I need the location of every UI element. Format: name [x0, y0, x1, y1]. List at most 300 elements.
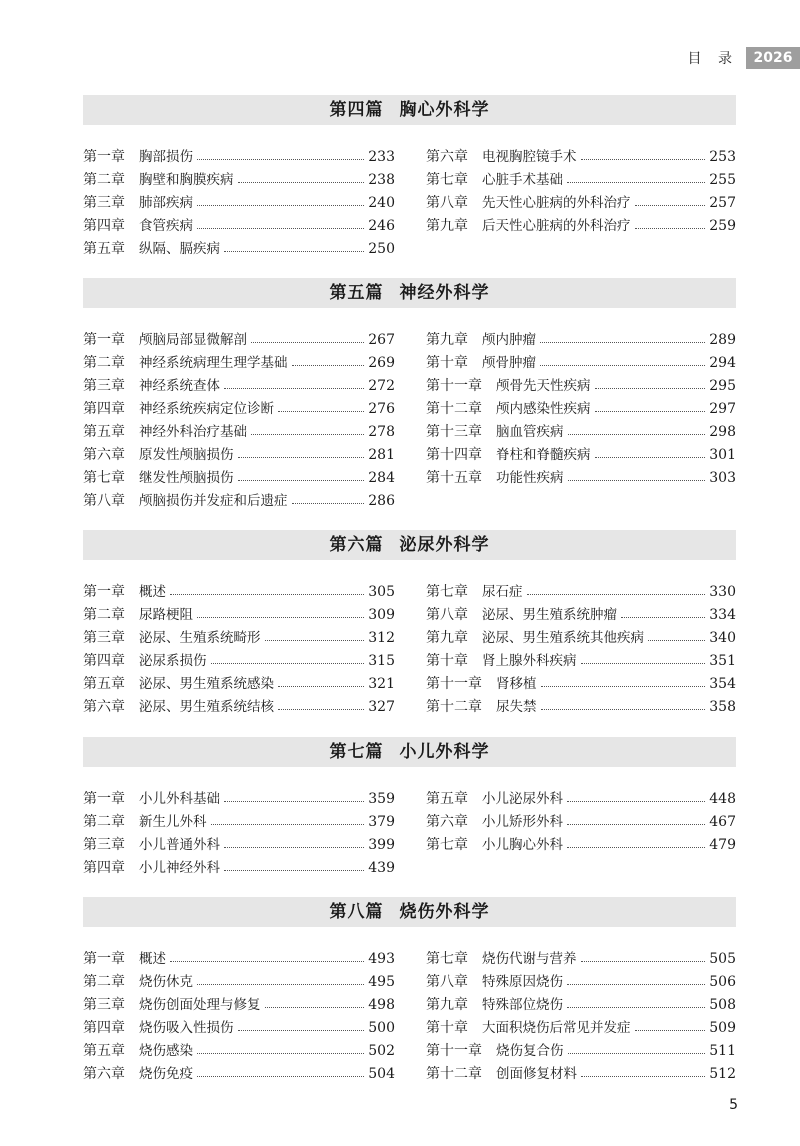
chapter-title: 神经系统疾病定位诊断	[139, 401, 274, 417]
dot-leader	[197, 1053, 364, 1054]
toc-entry[interactable]	[83, 1016, 395, 1039]
chapter-title: 小儿外科基础	[139, 791, 220, 807]
chapter-number: 第十一章	[426, 378, 482, 394]
dot-leader	[170, 594, 364, 595]
toc-entry[interactable]	[83, 856, 395, 879]
dot-leader	[568, 1053, 706, 1054]
chapter-number: 第六章	[426, 149, 468, 165]
toc-entry[interactable]	[83, 580, 395, 603]
toc-entry[interactable]	[83, 993, 395, 1016]
chapter-title: 纵隔、膈疾病	[139, 241, 220, 257]
toc-entry[interactable]	[83, 214, 395, 237]
dot-leader	[595, 388, 706, 389]
dot-leader	[238, 182, 365, 183]
toc-entry[interactable]	[426, 145, 736, 168]
chapter-page-number: 511	[709, 1043, 736, 1059]
chapter-page-number: 479	[709, 837, 736, 853]
dot-leader	[635, 228, 706, 229]
toc-entry[interactable]	[426, 626, 736, 649]
dot-leader	[621, 617, 705, 618]
toc-entry[interactable]	[426, 397, 736, 420]
chapter-title: 尿石症	[482, 584, 523, 600]
chapter-page-number: 439	[368, 860, 395, 876]
chapter-page-number: 272	[368, 378, 395, 394]
toc-entry[interactable]	[83, 351, 395, 374]
toc-entry[interactable]	[83, 489, 395, 512]
chapter-page-number: 379	[368, 814, 395, 830]
toc-entry[interactable]	[426, 787, 736, 810]
chapter-number: 第十章	[426, 355, 468, 371]
part-label: 第七篇	[329, 742, 384, 762]
running-head-title: 目 录	[687, 51, 738, 67]
toc-column-left	[83, 580, 395, 718]
dot-leader	[595, 411, 706, 412]
toc-column-right	[426, 328, 736, 512]
toc-entry[interactable]	[426, 328, 736, 351]
toc-part	[83, 278, 736, 512]
page-number: 5	[729, 1097, 738, 1113]
chapter-title: 小儿胸心外科	[482, 837, 563, 853]
chapter-page-number: 238	[368, 172, 395, 188]
dot-leader	[635, 205, 706, 206]
chapter-title: 颅内肿瘤	[482, 332, 536, 348]
dot-leader	[581, 1076, 705, 1077]
dot-leader	[224, 251, 364, 252]
dot-leader	[238, 1030, 365, 1031]
part-header	[83, 897, 736, 927]
chapter-number: 第八章	[426, 974, 468, 990]
chapter-page-number: 276	[368, 401, 395, 417]
dot-leader	[197, 984, 364, 985]
chapter-title: 脑血管疾病	[496, 424, 564, 440]
toc-entry[interactable]	[426, 970, 736, 993]
chapter-page-number: 504	[368, 1066, 395, 1082]
chapter-page-number: 512	[709, 1066, 736, 1082]
chapter-number: 第八章	[426, 195, 468, 211]
chapter-number: 第一章	[83, 332, 125, 348]
chapter-title: 泌尿系损伤	[139, 653, 207, 669]
chapter-title: 心脏手术基础	[482, 172, 563, 188]
chapter-title: 概述	[139, 951, 166, 967]
chapter-title: 神经系统查体	[139, 378, 220, 394]
chapter-number: 第十二章	[426, 401, 482, 417]
chapter-title: 神经外科治疗基础	[139, 424, 247, 440]
chapter-number: 第九章	[426, 218, 468, 234]
chapter-title: 泌尿、生殖系统畸形	[139, 630, 261, 646]
chapter-page-number: 284	[368, 470, 395, 486]
chapter-page-number: 297	[709, 401, 736, 417]
chapter-title: 概述	[139, 584, 166, 600]
chapter-title: 功能性疾病	[496, 470, 564, 486]
dot-leader	[251, 434, 364, 435]
dot-leader	[197, 617, 364, 618]
toc-entry[interactable]	[426, 947, 736, 970]
dot-leader	[170, 961, 364, 962]
toc-entry[interactable]	[83, 420, 395, 443]
chapter-number: 第八章	[83, 493, 125, 509]
chapter-number: 第二章	[83, 974, 125, 990]
chapter-title: 食管疾病	[139, 218, 193, 234]
dot-leader	[567, 847, 705, 848]
chapter-number: 第十一章	[426, 1043, 482, 1059]
chapter-page-number: 233	[368, 149, 395, 165]
chapter-number: 第一章	[83, 791, 125, 807]
toc-entry[interactable]	[83, 695, 395, 718]
chapter-page-number: 354	[709, 676, 736, 692]
chapter-title: 继发性颅脑损伤	[139, 470, 234, 486]
dot-leader	[527, 594, 706, 595]
chapter-title: 泌尿、男生殖系统肿瘤	[482, 607, 617, 623]
dot-leader	[540, 365, 705, 366]
toc-entry[interactable]	[426, 810, 736, 833]
chapter-number: 第三章	[83, 837, 125, 853]
toc-entry[interactable]	[83, 810, 395, 833]
chapter-title: 肾移植	[496, 676, 537, 692]
toc-entry[interactable]	[83, 443, 395, 466]
toc-entry[interactable]	[426, 374, 736, 397]
chapter-number: 第一章	[83, 149, 125, 165]
dot-leader	[224, 801, 364, 802]
dot-leader	[292, 503, 365, 504]
toc-entry[interactable]	[426, 695, 736, 718]
part-header	[83, 530, 736, 560]
chapter-number: 第三章	[83, 630, 125, 646]
chapter-title: 创面修复材料	[496, 1066, 577, 1082]
toc-entry[interactable]	[426, 672, 736, 695]
chapter-title: 颅内感染性疾病	[496, 401, 591, 417]
chapter-page-number: 309	[368, 607, 395, 623]
chapter-page-number: 286	[368, 493, 395, 509]
chapter-title: 小儿普通外科	[139, 837, 220, 853]
chapter-number: 第十五章	[426, 470, 482, 486]
chapter-page-number: 467	[709, 814, 736, 830]
chapter-number: 第九章	[426, 630, 468, 646]
chapter-title: 泌尿、男生殖系统其他疾病	[482, 630, 644, 646]
dot-leader	[567, 1007, 705, 1008]
chapter-page-number: 509	[709, 1020, 736, 1036]
edition-year-badge: 2026	[746, 47, 800, 69]
chapter-title: 小儿矫形外科	[482, 814, 563, 830]
toc-part	[83, 95, 736, 260]
chapter-number: 第七章	[426, 584, 468, 600]
part-label: 第六篇	[329, 535, 384, 555]
chapter-page-number: 500	[368, 1020, 395, 1036]
chapter-number: 第七章	[426, 951, 468, 967]
chapter-title: 神经系统病理生理学基础	[139, 355, 288, 371]
toc-entry[interactable]	[83, 328, 395, 351]
dot-leader	[278, 411, 364, 412]
dot-leader	[568, 480, 706, 481]
chapter-title: 特殊原因烧伤	[482, 974, 563, 990]
toc-entry[interactable]	[426, 351, 736, 374]
part-label: 第五篇	[329, 283, 384, 303]
chapter-title: 小儿泌尿外科	[482, 791, 563, 807]
part-title: 小儿外科学	[399, 742, 490, 762]
chapter-number: 第五章	[426, 791, 468, 807]
chapter-page-number: 312	[368, 630, 395, 646]
chapter-number: 第五章	[83, 1043, 125, 1059]
toc-entry[interactable]	[83, 833, 395, 856]
toc-entry[interactable]	[83, 374, 395, 397]
chapter-title: 肺部疾病	[139, 195, 193, 211]
chapter-title: 烧伤代谢与营养	[482, 951, 577, 967]
dot-leader	[648, 640, 705, 641]
chapter-page-number: 359	[368, 791, 395, 807]
dot-leader	[224, 388, 364, 389]
part-label: 第四篇	[329, 100, 384, 120]
toc-entry[interactable]	[426, 833, 736, 856]
chapter-number: 第二章	[83, 172, 125, 188]
dot-leader	[238, 457, 365, 458]
dot-leader	[278, 686, 364, 687]
chapter-title: 原发性颅脑损伤	[139, 447, 234, 463]
toc-column-right	[426, 787, 736, 879]
dot-leader	[211, 663, 365, 664]
dot-leader	[540, 342, 705, 343]
chapter-page-number: 498	[368, 997, 395, 1013]
dot-leader	[224, 870, 364, 871]
part-title: 泌尿外科学	[399, 535, 490, 555]
chapter-page-number: 340	[709, 630, 736, 646]
chapter-title: 烧伤复合伤	[496, 1043, 564, 1059]
dot-leader	[197, 205, 364, 206]
toc-entry[interactable]	[83, 672, 395, 695]
part-header	[83, 95, 736, 125]
toc-entry[interactable]	[426, 580, 736, 603]
chapter-number: 第八章	[426, 607, 468, 623]
toc-entry[interactable]	[83, 466, 395, 489]
dot-leader	[197, 1076, 364, 1077]
dot-leader	[197, 159, 364, 160]
chapter-page-number: 294	[709, 355, 736, 371]
toc-entry[interactable]	[426, 1062, 736, 1085]
dot-leader	[211, 824, 365, 825]
toc-column-left	[83, 787, 395, 879]
chapter-number: 第七章	[426, 837, 468, 853]
chapter-page-number: 255	[709, 172, 736, 188]
chapter-title: 颅骨先天性疾病	[496, 378, 591, 394]
toc-entry[interactable]	[426, 649, 736, 672]
chapter-page-number: 278	[368, 424, 395, 440]
chapter-page-number: 281	[368, 447, 395, 463]
chapter-page-number: 330	[709, 584, 736, 600]
part-title: 神经外科学	[399, 283, 490, 303]
chapter-number: 第九章	[426, 997, 468, 1013]
chapter-title: 颅骨肿瘤	[482, 355, 536, 371]
dot-leader	[567, 182, 705, 183]
chapter-number: 第十二章	[426, 1066, 482, 1082]
chapter-title: 先天性心脏病的外科治疗	[482, 195, 631, 211]
chapter-page-number: 250	[368, 241, 395, 257]
chapter-title: 烧伤吸入性损伤	[139, 1020, 234, 1036]
chapter-title: 脊柱和脊髓疾病	[496, 447, 591, 463]
chapter-number: 第五章	[83, 424, 125, 440]
toc-entry[interactable]	[83, 970, 395, 993]
toc-entry[interactable]	[83, 947, 395, 970]
dot-leader	[567, 984, 705, 985]
chapter-page-number: 358	[709, 699, 736, 715]
dot-leader	[541, 686, 706, 687]
chapter-number: 第六章	[83, 699, 125, 715]
toc-entry[interactable]	[83, 168, 395, 191]
toc-entry[interactable]	[426, 993, 736, 1016]
part-label: 第八篇	[329, 902, 384, 922]
chapter-page-number: 502	[368, 1043, 395, 1059]
chapter-page-number: 448	[709, 791, 736, 807]
chapter-number: 第六章	[83, 447, 125, 463]
chapter-title: 肾上腺外科疾病	[482, 653, 577, 669]
toc-entry[interactable]	[83, 1039, 395, 1062]
chapter-number: 第二章	[83, 355, 125, 371]
chapter-number: 第四章	[83, 860, 125, 876]
part-header	[83, 737, 736, 767]
dot-leader	[292, 365, 365, 366]
toc-column-right	[426, 947, 736, 1085]
chapter-number: 第四章	[83, 401, 125, 417]
chapter-page-number: 351	[709, 653, 736, 669]
dot-leader	[278, 709, 364, 710]
chapter-title: 胸部损伤	[139, 149, 193, 165]
chapter-number: 第九章	[426, 332, 468, 348]
toc-part	[83, 897, 736, 1085]
dot-leader	[567, 801, 705, 802]
chapter-page-number: 289	[709, 332, 736, 348]
toc-part	[83, 737, 736, 879]
toc-entry[interactable]	[426, 1039, 736, 1062]
chapter-title: 烧伤休克	[139, 974, 193, 990]
chapter-title: 烧伤创面处理与修复	[139, 997, 261, 1013]
dot-leader	[567, 824, 705, 825]
chapter-number: 第六章	[83, 1066, 125, 1082]
toc-entry[interactable]	[426, 420, 736, 443]
chapter-number: 第三章	[83, 195, 125, 211]
toc-entry[interactable]	[83, 649, 395, 672]
chapter-title: 小儿神经外科	[139, 860, 220, 876]
chapter-page-number: 269	[368, 355, 395, 371]
chapter-page-number: 257	[709, 195, 736, 211]
toc-column-right	[426, 580, 736, 718]
dot-leader	[581, 663, 706, 664]
chapter-page-number: 493	[368, 951, 395, 967]
chapter-title: 烧伤感染	[139, 1043, 193, 1059]
chapter-number: 第四章	[83, 653, 125, 669]
chapter-title: 尿路梗阻	[139, 607, 193, 623]
chapter-title: 胸壁和胸膜疾病	[139, 172, 234, 188]
chapter-title: 大面积烧伤后常见并发症	[482, 1020, 631, 1036]
toc-entry[interactable]	[83, 787, 395, 810]
chapter-number: 第三章	[83, 378, 125, 394]
dot-leader	[568, 434, 706, 435]
toc-entry[interactable]	[83, 237, 395, 260]
dot-leader	[595, 457, 706, 458]
chapter-title: 烧伤免疫	[139, 1066, 193, 1082]
chapter-page-number: 334	[709, 607, 736, 623]
chapter-page-number: 505	[709, 951, 736, 967]
part-title: 烧伤外科学	[399, 902, 490, 922]
toc-column-left	[83, 145, 395, 260]
chapter-number: 第四章	[83, 218, 125, 234]
chapter-title: 颅脑局部显微解剖	[139, 332, 247, 348]
toc-entry[interactable]	[83, 1062, 395, 1085]
chapter-page-number: 301	[709, 447, 736, 463]
toc-entry[interactable]	[83, 145, 395, 168]
dot-leader	[265, 1007, 365, 1008]
chapter-title: 新生儿外科	[139, 814, 207, 830]
chapter-page-number: 303	[709, 470, 736, 486]
dot-leader	[265, 640, 365, 641]
dot-leader	[581, 159, 706, 160]
chapter-number: 第十章	[426, 653, 468, 669]
chapter-number: 第十章	[426, 1020, 468, 1036]
dot-leader	[541, 709, 706, 710]
toc-entry[interactable]	[426, 191, 736, 214]
chapter-title: 泌尿、男生殖系统感染	[139, 676, 274, 692]
part-title: 胸心外科学	[399, 100, 490, 120]
chapter-page-number: 315	[368, 653, 395, 669]
chapter-page-number: 253	[709, 149, 736, 165]
chapter-page-number: 506	[709, 974, 736, 990]
chapter-number: 第七章	[426, 172, 468, 188]
chapter-number: 第五章	[83, 676, 125, 692]
chapter-page-number: 495	[368, 974, 395, 990]
chapter-title: 后天性心脏病的外科治疗	[482, 218, 631, 234]
chapter-page-number: 246	[368, 218, 395, 234]
chapter-page-number: 240	[368, 195, 395, 211]
dot-leader	[224, 847, 364, 848]
dot-leader	[238, 480, 365, 481]
toc-part	[83, 530, 736, 718]
toc-entry[interactable]	[426, 443, 736, 466]
toc-entry[interactable]	[426, 1016, 736, 1039]
toc-column-right	[426, 145, 736, 260]
toc-column-left	[83, 947, 395, 1085]
chapter-page-number: 305	[368, 584, 395, 600]
chapter-title: 特殊部位烧伤	[482, 997, 563, 1013]
chapter-number: 第十二章	[426, 699, 482, 715]
chapter-number: 第五章	[83, 241, 125, 257]
toc-entry[interactable]	[426, 603, 736, 626]
toc-column-left	[83, 328, 395, 512]
chapter-number: 第二章	[83, 607, 125, 623]
chapter-title: 泌尿、男生殖系统结核	[139, 699, 274, 715]
chapter-number: 第一章	[83, 584, 125, 600]
chapter-number: 第七章	[83, 470, 125, 486]
chapter-number: 第六章	[426, 814, 468, 830]
toc-entry[interactable]	[426, 214, 736, 237]
chapter-number: 第四章	[83, 1020, 125, 1036]
chapter-page-number: 508	[709, 997, 736, 1013]
dot-leader	[251, 342, 364, 343]
chapter-number: 第十四章	[426, 447, 482, 463]
part-header	[83, 278, 736, 308]
chapter-page-number: 259	[709, 218, 736, 234]
toc-entry[interactable]	[83, 626, 395, 649]
chapter-page-number: 321	[368, 676, 395, 692]
chapter-title: 尿失禁	[496, 699, 537, 715]
dot-leader	[197, 228, 364, 229]
toc-entry[interactable]	[83, 191, 395, 214]
toc-entry[interactable]	[83, 603, 395, 626]
toc-entry[interactable]	[426, 168, 736, 191]
toc-entry[interactable]	[83, 397, 395, 420]
toc-entry[interactable]	[426, 466, 736, 489]
chapter-number: 第十三章	[426, 424, 482, 440]
chapter-number: 第三章	[83, 997, 125, 1013]
chapter-page-number: 267	[368, 332, 395, 348]
chapter-number: 第一章	[83, 951, 125, 967]
chapter-title: 电视胸腔镜手术	[482, 149, 577, 165]
dot-leader	[581, 961, 706, 962]
